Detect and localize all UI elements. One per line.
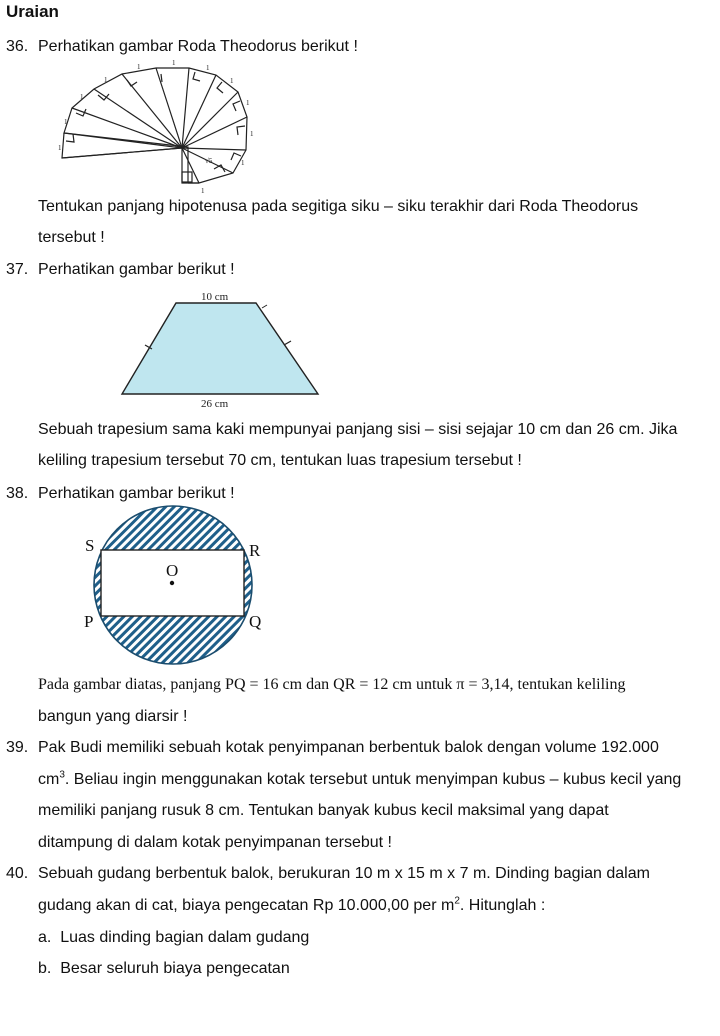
wheel-side-label: 1 [201, 187, 205, 195]
area-unit-exponent: 2 [454, 895, 460, 907]
question-39-line2 [38, 770, 681, 790]
label-s: S [85, 536, 95, 555]
wheel-side-label: 1 [64, 118, 68, 126]
question-38-body-line1: Pada gambar diatas, panjang PQ = 16 cm dan QR = 12 cm untuk π = 3,14, tentukan keliling [38, 676, 626, 693]
label-p: P [84, 612, 94, 631]
question-39-line3: memiliki panjang rusuk 8 cm. Tentukan banyak kubus kecil maksimal yang dapat [38, 802, 609, 819]
wheel-side-label: 1 [104, 76, 108, 84]
question-36-body-line2: tersebut ! [38, 229, 105, 246]
question-40-line2-a: gudang akan di cat, biaya pengecatan Rp 10.000,00 per m [38, 897, 455, 914]
section-title: Uraian [6, 2, 59, 21]
question-37-body-line1: Sebuah trapesium sama kaki mempunyai panjang sisi – sisi sejajar 10 cm dan 26 cm. Jika [38, 421, 678, 438]
label-q: Q [249, 612, 262, 631]
question-39-number: 39. [6, 739, 29, 756]
volume-unit: cm [38, 771, 60, 788]
wheel-side-label: 1 [250, 130, 254, 138]
wheel-side-label: 1 [206, 64, 210, 72]
label-r: R [249, 541, 261, 560]
question-36-body-line1: Tentukan panjang hipotenusa pada segitiga siku – siku terakhir dari Roda Theodorus [38, 198, 639, 215]
question-39-line4: ditampung di dalam kotak penyimpanan tersebut ! [38, 834, 392, 851]
list-item [38, 959, 290, 979]
list-item [38, 928, 309, 948]
question-40-line2 [38, 896, 545, 916]
question-37-number: 37. [6, 261, 29, 278]
list-item-label: a. [38, 929, 52, 946]
list-item-text: Luas dinding bagian dalam gudang [60, 929, 310, 946]
question-39-line1: Pak Budi memiliki sebuah kotak penyimpanan berbentuk balok dengan volume 192.000 [38, 739, 659, 756]
question-37-body-line2: keliling trapesium tersebut 70 cm, tentukan luas trapesium tersebut ! [38, 452, 522, 469]
trapezoid-bottom-label: 26 cm [201, 398, 229, 410]
wheel-side-label: 1 [137, 63, 141, 71]
wheel-side-label: 1 [80, 93, 84, 101]
question-36-number: 36. [6, 38, 29, 55]
trapezoid-top-label: 10 cm [201, 291, 229, 303]
label-o: O [166, 561, 179, 580]
wheel-side-label: 1 [246, 99, 250, 107]
wheel-side-label: 1 [172, 59, 176, 67]
list-item-label: b. [38, 960, 52, 977]
wheel-side-label: 1 [230, 77, 234, 85]
list-item-text: Besar seluruh biaya pengecatan [60, 960, 290, 977]
question-39-line2-rest: . Beliau ingin menggunakan kotak tersebut untuk menyimpan kubus – kubus kecil yang [64, 771, 682, 788]
question-40-number: 40. [6, 865, 29, 882]
wheel-side-label: 1 [58, 144, 62, 152]
question-38-number: 38. [6, 485, 29, 502]
question-38-body-line2: bangun yang diarsir ! [38, 708, 188, 725]
question-38-prompt: Perhatikan gambar berikut ! [38, 485, 235, 502]
question-36-prompt: Perhatikan gambar Roda Theodorus berikut ! [38, 38, 358, 55]
question-40-line2-b: . Hitunglah : [459, 897, 546, 914]
question-37-prompt: Perhatikan gambar berikut ! [38, 261, 235, 278]
volume-unit-exponent: 3 [59, 769, 65, 781]
wheel-side-label: 1 [241, 159, 245, 167]
wheel-root-label: √5 [205, 157, 213, 165]
question-40-line1: Sebuah gudang berbentuk balok, berukuran 10 m x 15 m x 7 m. Dinding bagian dalam [38, 865, 650, 882]
